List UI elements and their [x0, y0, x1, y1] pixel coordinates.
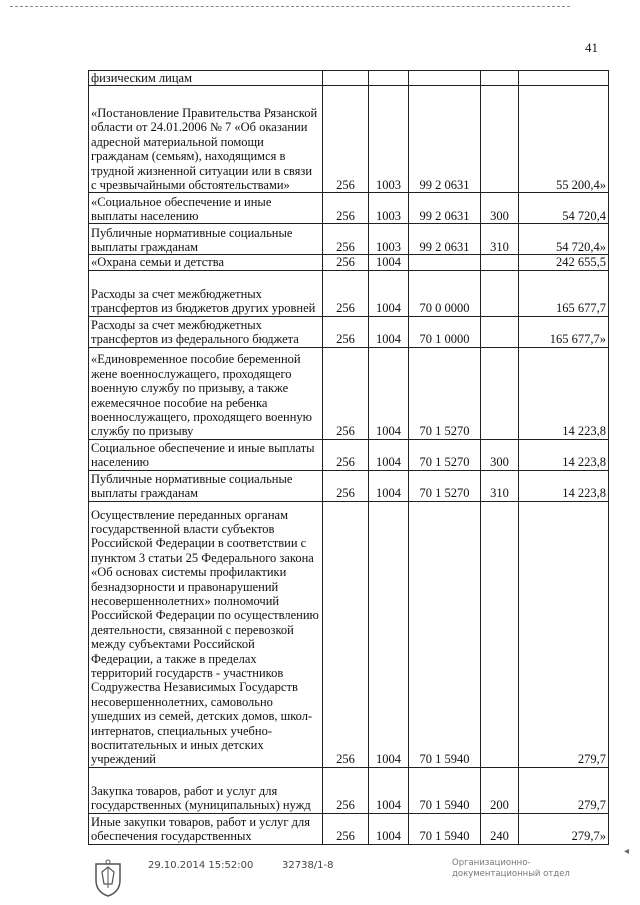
row-description: Публичные нормативные социальные выплаты гражданам	[89, 224, 323, 255]
row-type	[481, 255, 519, 270]
row-amount: 55 200,4»	[519, 86, 609, 193]
table-row	[89, 255, 609, 270]
row-section: 1004	[369, 470, 409, 501]
row-type: 300	[481, 193, 519, 224]
table-row	[89, 86, 609, 193]
table-row	[89, 439, 609, 470]
row-amount: 279,7	[519, 501, 609, 767]
row-description: «Охрана семьи и детства	[89, 255, 323, 270]
row-section: 1004	[369, 316, 409, 347]
table-row	[89, 193, 609, 224]
row-code: 256	[323, 255, 369, 270]
row-type	[481, 316, 519, 347]
table-row	[89, 316, 609, 347]
row-target: 70 0 0000	[409, 270, 481, 316]
row-code: 256	[323, 813, 369, 844]
row-type: 310	[481, 224, 519, 255]
row-section: 1004	[369, 439, 409, 470]
row-target: 99 2 0631	[409, 86, 481, 193]
row-description: Иные закупки товаров, работ и услуг для обеспечения государственных	[89, 813, 323, 844]
row-description: «Постановление Правительства Рязанской области от 24.01.2006 № 7 «Об оказании адресной материальной помощи гражданам (семьям), находящимся в трудной жизненной ситуации или в связи с чрезвычайными обстоятельствами»	[89, 86, 323, 193]
table-row	[89, 767, 609, 813]
row-target: 70 1 5270	[409, 347, 481, 439]
row-type	[481, 270, 519, 316]
timestamp: 29.10.2014 15:52:00	[148, 860, 254, 871]
row-amount: 165 677,7	[519, 270, 609, 316]
row-type	[481, 86, 519, 193]
coat-of-arms-icon	[88, 858, 128, 898]
row-type	[481, 347, 519, 439]
table-row	[89, 71, 609, 86]
row-section: 1004	[369, 501, 409, 767]
row-target: 70 1 5940	[409, 501, 481, 767]
row-description: физическим лицам	[89, 71, 323, 86]
row-target: 99 2 0631	[409, 224, 481, 255]
scan-mark: ◂	[624, 846, 630, 857]
org-stamp	[452, 858, 570, 880]
row-target	[409, 255, 481, 270]
row-code	[323, 71, 369, 86]
row-amount: 279,7	[519, 767, 609, 813]
row-target: 70 1 5940	[409, 767, 481, 813]
row-target: 99 2 0631	[409, 193, 481, 224]
row-description: Социальное обеспечение и иные выплаты населению	[89, 439, 323, 470]
row-amount: 54 720,4»	[519, 224, 609, 255]
scan-edge-line	[10, 6, 570, 7]
row-amount: 279,7»	[519, 813, 609, 844]
budget-table	[88, 70, 609, 845]
row-section	[369, 71, 409, 86]
row-section: 1003	[369, 224, 409, 255]
row-description: Расходы за счет межбюджетных трансфертов из бюджетов других уровней	[89, 270, 323, 316]
row-description: Закупка товаров, работ и услуг для государственных (муниципальных) нужд	[89, 767, 323, 813]
row-section: 1004	[369, 813, 409, 844]
row-code: 256	[323, 316, 369, 347]
row-amount: 242 655,5	[519, 255, 609, 270]
row-code: 256	[323, 470, 369, 501]
row-description: «Социальное обеспечение и иные выплаты населению	[89, 193, 323, 224]
row-code: 256	[323, 439, 369, 470]
row-target: 70 1 5270	[409, 439, 481, 470]
row-type	[481, 71, 519, 86]
table-row	[89, 347, 609, 439]
table-row	[89, 501, 609, 767]
table-row	[89, 270, 609, 316]
row-code: 256	[323, 270, 369, 316]
row-code: 256	[323, 224, 369, 255]
row-type: 300	[481, 439, 519, 470]
table-row	[89, 813, 609, 844]
row-type: 310	[481, 470, 519, 501]
table-row	[89, 470, 609, 501]
row-code: 256	[323, 193, 369, 224]
row-section: 1004	[369, 767, 409, 813]
row-target: 70 1 5940	[409, 813, 481, 844]
row-code: 256	[323, 347, 369, 439]
row-section: 1004	[369, 255, 409, 270]
row-code: 256	[323, 767, 369, 813]
row-section: 1003	[369, 86, 409, 193]
row-amount: 14 223,8	[519, 470, 609, 501]
row-type: 200	[481, 767, 519, 813]
row-section: 1003	[369, 193, 409, 224]
row-target: 70 1 5270	[409, 470, 481, 501]
row-type: 240	[481, 813, 519, 844]
row-code: 256	[323, 86, 369, 193]
row-amount: 14 223,8	[519, 439, 609, 470]
table-row	[89, 224, 609, 255]
row-type	[481, 501, 519, 767]
row-code: 256	[323, 501, 369, 767]
row-amount: 54 720,4	[519, 193, 609, 224]
row-target: 70 1 0000	[409, 316, 481, 347]
row-description: Публичные нормативные социальные выплаты гражданам	[89, 470, 323, 501]
row-description: «Единовременное пособие беременной жене военнослужащего, проходящего военную службу по призыву, а также ежемесячное пособие на ребенка военнослужащего, проходящего военную службу по призыву	[89, 347, 323, 439]
page-footer	[0, 858, 640, 898]
row-amount: 14 223,8	[519, 347, 609, 439]
page-number: 41	[585, 40, 598, 55]
row-description: Осуществление переданных органам государственной власти субъектов Российской Федерации в соответствии с пунктом 3 статьи 25 Федерального закона «Об основах системы профилактики безнадзорности и правонарушений несовершеннолетних» полномочий Российской Федерации по осуществлению деятельности, связанной с перевозкой между субъектами Российской Федерации, а также в пределах территорий государств - участников Содружества Независимых Государств несовершеннолетних, самовольно ушедших из семей, детских домов, школ-интернатов, специальных учебно-воспитательных и иных детских учреждений	[89, 501, 323, 767]
row-section: 1004	[369, 347, 409, 439]
org-stamp-line: документационный отдел	[452, 869, 570, 879]
org-stamp-line: Организационно-	[452, 858, 531, 868]
row-target	[409, 71, 481, 86]
row-amount	[519, 71, 609, 86]
row-amount: 165 677,7»	[519, 316, 609, 347]
row-description: Расходы за счет межбюджетных трансфертов из федерального бюджета	[89, 316, 323, 347]
row-section: 1004	[369, 270, 409, 316]
document-id: 32738/1-8	[282, 860, 334, 871]
